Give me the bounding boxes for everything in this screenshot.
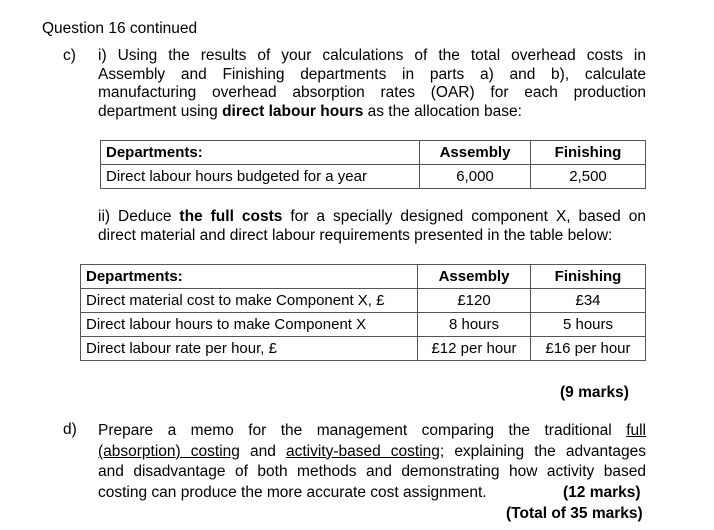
table-cell: Direct labour hours budgeted for a year bbox=[101, 165, 420, 189]
table-cell: Direct labour hours to make Component X bbox=[81, 313, 418, 337]
table-header-row bbox=[81, 265, 646, 289]
table-row bbox=[81, 337, 646, 361]
table-row bbox=[101, 165, 646, 189]
table-row bbox=[81, 289, 646, 313]
table-cell: Direct material cost to make Component X, £ bbox=[81, 289, 418, 313]
part-c-ii-line-2: direct material and direct labour requirements presented in the table below: bbox=[98, 226, 613, 244]
table-cell: £34 bbox=[531, 289, 646, 313]
dlh-budget-table bbox=[100, 140, 646, 189]
part-c-i-paragraph bbox=[98, 47, 646, 121]
table-header-cell: Finishing bbox=[531, 265, 646, 289]
part-d-line-3: and disadvantage of both methods and demonstrating how activity based bbox=[98, 463, 646, 480]
table-cell: 8 hours bbox=[418, 313, 531, 337]
part-d-line-1: Prepare a memo for the management comparing the traditional full bbox=[98, 422, 647, 439]
part-c-i-line-2: Assembly and Finishing departments in parts a) and b), calculate bbox=[98, 65, 646, 83]
question-heading: Question 16 continued bbox=[42, 20, 198, 37]
table-cell: 5 hours bbox=[531, 313, 646, 337]
part-c-i-line-1: i) Using the results of your calculations of the total overhead costs in bbox=[98, 47, 646, 64]
part-c-ii-line-1: ii) Deduce the full costs for a specially designed component X, based on bbox=[98, 208, 646, 225]
part-c-label: c) bbox=[63, 47, 76, 64]
part-d-label: d) bbox=[63, 421, 77, 438]
part-c-i-line-4: department using direct labour hours as the allocation base: bbox=[98, 102, 522, 120]
total-marks: (Total of 35 marks) bbox=[506, 505, 643, 522]
part-c-i-line-3: manufacturing overhead absorption rates (OAR) for each production bbox=[98, 84, 646, 101]
table-header-row bbox=[101, 141, 646, 165]
part-d-marks: (12 marks) bbox=[563, 484, 641, 501]
table-header-cell: Finishing bbox=[531, 141, 646, 165]
part-c-ii-paragraph bbox=[98, 208, 646, 245]
table-cell: £12 per hour bbox=[418, 337, 531, 361]
table-cell: £16 per hour bbox=[531, 337, 646, 361]
part-d-line-4: costing can produce the more accurate cost assignment. bbox=[98, 483, 487, 501]
part-c-marks: (9 marks) bbox=[560, 384, 629, 401]
table-cell: 6,000 bbox=[420, 165, 531, 189]
table-header-cell: Departments: bbox=[101, 141, 420, 165]
table-header-cell: Departments: bbox=[81, 265, 418, 289]
table-header-cell: Assembly bbox=[418, 265, 531, 289]
table-row bbox=[81, 313, 646, 337]
component-x-table bbox=[80, 264, 646, 361]
table-cell: £120 bbox=[418, 289, 531, 313]
table-cell: Direct labour rate per hour, £ bbox=[81, 337, 418, 361]
table-header-cell: Assembly bbox=[420, 141, 531, 165]
part-d-line-2: (absorption) costing and activity-based costing; explaining the advantages bbox=[98, 442, 646, 460]
table-cell: 2,500 bbox=[531, 165, 646, 189]
